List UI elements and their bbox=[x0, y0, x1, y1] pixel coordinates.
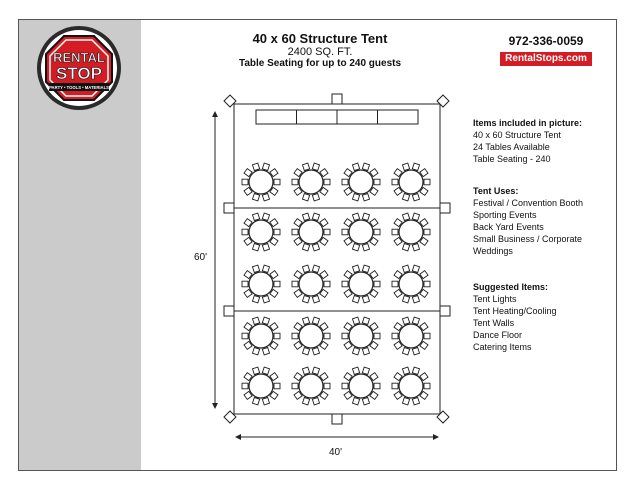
round-table bbox=[392, 317, 430, 355]
chair bbox=[424, 179, 430, 185]
chair bbox=[374, 383, 380, 389]
width-dimension-label: 40' bbox=[329, 447, 343, 458]
chair bbox=[402, 193, 409, 200]
head-table-segment bbox=[297, 110, 338, 124]
chair bbox=[402, 347, 409, 354]
chair bbox=[292, 281, 298, 287]
chair bbox=[342, 281, 348, 287]
table-top bbox=[249, 220, 273, 244]
chair bbox=[312, 193, 319, 200]
side-pole bbox=[440, 203, 450, 213]
round-table bbox=[292, 367, 330, 405]
chair bbox=[412, 347, 419, 354]
chair bbox=[302, 163, 309, 170]
list-item: Weddings bbox=[473, 246, 513, 256]
round-table bbox=[342, 163, 380, 201]
chair bbox=[302, 397, 309, 404]
logo-text-stop: STOP bbox=[56, 64, 102, 83]
chair bbox=[302, 295, 309, 302]
chair bbox=[262, 265, 269, 272]
table-top bbox=[349, 170, 373, 194]
round-table bbox=[342, 213, 380, 251]
website-link[interactable]: RentalStops.com bbox=[500, 52, 592, 66]
table-top bbox=[399, 170, 423, 194]
chair bbox=[312, 243, 319, 250]
chair bbox=[292, 383, 298, 389]
table-top bbox=[299, 272, 323, 296]
table-top bbox=[299, 374, 323, 398]
chair bbox=[352, 295, 359, 302]
chair bbox=[352, 347, 359, 354]
list-item: Table Seating - 240 bbox=[473, 154, 551, 164]
chair bbox=[242, 229, 248, 235]
chair bbox=[292, 229, 298, 235]
chair bbox=[342, 383, 348, 389]
round-table bbox=[292, 213, 330, 251]
head-table-segment bbox=[337, 110, 378, 124]
round-table bbox=[242, 317, 280, 355]
round-table bbox=[392, 213, 430, 251]
chair bbox=[392, 281, 398, 287]
table-top bbox=[349, 272, 373, 296]
chair bbox=[312, 295, 319, 302]
chair bbox=[352, 213, 359, 220]
chair bbox=[242, 333, 248, 339]
chair bbox=[352, 265, 359, 272]
page-title: 40 x 60 Structure Tent bbox=[252, 31, 388, 46]
section-heading: Suggested Items: bbox=[473, 282, 549, 292]
chair bbox=[392, 229, 398, 235]
chair bbox=[324, 383, 330, 389]
chair bbox=[352, 193, 359, 200]
tent-uses-section bbox=[473, 185, 583, 257]
chair bbox=[262, 295, 269, 302]
chair bbox=[374, 333, 380, 339]
included-items-section bbox=[473, 117, 582, 165]
table-top bbox=[249, 324, 273, 348]
chair bbox=[262, 163, 269, 170]
chair bbox=[392, 383, 398, 389]
chair bbox=[302, 243, 309, 250]
round-table bbox=[292, 265, 330, 303]
chair bbox=[262, 367, 269, 374]
list-item: Catering Items bbox=[473, 342, 532, 352]
table-top bbox=[249, 374, 273, 398]
chair bbox=[252, 347, 259, 354]
logo-tagline: PARTY • TOOLS • MATERIALS bbox=[49, 85, 109, 90]
chair bbox=[374, 179, 380, 185]
area-label: 2400 SQ. FT. bbox=[287, 46, 353, 58]
chair bbox=[324, 281, 330, 287]
list-item: Festival / Convention Booth bbox=[473, 198, 584, 208]
list-item: Small Business / Corporate bbox=[473, 234, 583, 244]
chair bbox=[402, 317, 409, 324]
list-item: Tent Lights bbox=[473, 294, 517, 304]
round-table bbox=[292, 163, 330, 201]
section-heading: Tent Uses: bbox=[473, 186, 519, 196]
corner-pole bbox=[437, 95, 449, 107]
chair bbox=[402, 295, 409, 302]
chair bbox=[412, 265, 419, 272]
chair bbox=[262, 347, 269, 354]
round-table bbox=[242, 213, 280, 251]
head-table-segment bbox=[256, 110, 297, 124]
chair bbox=[412, 163, 419, 170]
chair bbox=[302, 193, 309, 200]
chair bbox=[412, 193, 419, 200]
corner-pole bbox=[437, 411, 449, 423]
chair bbox=[424, 281, 430, 287]
chair bbox=[274, 281, 280, 287]
chair bbox=[312, 367, 319, 374]
chair bbox=[292, 179, 298, 185]
chair bbox=[324, 229, 330, 235]
chair bbox=[412, 397, 419, 404]
chair bbox=[252, 367, 259, 374]
chair bbox=[402, 243, 409, 250]
chair bbox=[402, 163, 409, 170]
chair bbox=[352, 397, 359, 404]
round-table bbox=[342, 317, 380, 355]
list-item: Back Yard Events bbox=[473, 222, 544, 232]
side-pole bbox=[332, 94, 342, 104]
chair bbox=[302, 213, 309, 220]
round-table bbox=[392, 265, 430, 303]
chair bbox=[374, 229, 380, 235]
chair bbox=[252, 317, 259, 324]
list-item: Sporting Events bbox=[473, 210, 537, 220]
chair bbox=[312, 213, 319, 220]
round-table bbox=[342, 265, 380, 303]
chair bbox=[292, 333, 298, 339]
table-top bbox=[399, 220, 423, 244]
chair bbox=[262, 193, 269, 200]
table-top bbox=[299, 324, 323, 348]
chair bbox=[362, 213, 369, 220]
chair bbox=[324, 333, 330, 339]
list-item: Tent Walls bbox=[473, 318, 515, 328]
chair bbox=[352, 163, 359, 170]
chair bbox=[362, 295, 369, 302]
chair bbox=[342, 229, 348, 235]
chair bbox=[252, 295, 259, 302]
side-pole bbox=[224, 306, 234, 316]
chair bbox=[402, 265, 409, 272]
list-item: Dance Floor bbox=[473, 330, 523, 340]
chair bbox=[252, 397, 259, 404]
chair bbox=[252, 193, 259, 200]
chair bbox=[424, 383, 430, 389]
chair bbox=[424, 229, 430, 235]
table-top bbox=[399, 374, 423, 398]
side-pole bbox=[332, 414, 342, 424]
chair bbox=[252, 243, 259, 250]
chair bbox=[312, 317, 319, 324]
list-item: 24 Tables Available bbox=[473, 142, 550, 152]
chair bbox=[342, 179, 348, 185]
chair bbox=[274, 179, 280, 185]
chair bbox=[262, 243, 269, 250]
chair bbox=[324, 179, 330, 185]
seating-label: Table Seating for up to 240 guests bbox=[238, 58, 402, 69]
chair bbox=[352, 243, 359, 250]
round-table bbox=[392, 163, 430, 201]
chair bbox=[252, 163, 259, 170]
chair bbox=[412, 213, 419, 220]
chair bbox=[362, 193, 369, 200]
chair bbox=[242, 383, 248, 389]
chair bbox=[312, 163, 319, 170]
chair bbox=[392, 333, 398, 339]
chair bbox=[412, 295, 419, 302]
chair bbox=[302, 347, 309, 354]
chair bbox=[412, 367, 419, 374]
height-dimension-label: 60' bbox=[194, 252, 208, 263]
table-top bbox=[299, 220, 323, 244]
table-top bbox=[399, 324, 423, 348]
chair bbox=[302, 367, 309, 374]
chair bbox=[302, 317, 309, 324]
chair bbox=[312, 347, 319, 354]
chair bbox=[252, 265, 259, 272]
chair bbox=[362, 265, 369, 272]
chair bbox=[352, 317, 359, 324]
chair bbox=[342, 333, 348, 339]
round-table bbox=[242, 265, 280, 303]
section-heading: Items included in picture: bbox=[473, 118, 583, 128]
round-table bbox=[342, 367, 380, 405]
table-top bbox=[399, 272, 423, 296]
table-top bbox=[249, 170, 273, 194]
chair bbox=[374, 281, 380, 287]
chair bbox=[412, 317, 419, 324]
table-top bbox=[349, 324, 373, 348]
chair bbox=[352, 367, 359, 374]
side-pole bbox=[224, 203, 234, 213]
round-table bbox=[392, 367, 430, 405]
chair bbox=[402, 397, 409, 404]
chair bbox=[262, 317, 269, 324]
list-item: Tent Heating/Cooling bbox=[473, 306, 557, 316]
chair bbox=[402, 367, 409, 374]
chair bbox=[392, 179, 398, 185]
chair bbox=[302, 265, 309, 272]
round-table bbox=[242, 163, 280, 201]
chair bbox=[362, 163, 369, 170]
chair bbox=[252, 213, 259, 220]
round-table bbox=[242, 367, 280, 405]
chair bbox=[242, 179, 248, 185]
phone-number: 972-336-0059 bbox=[508, 34, 584, 48]
suggested-items-section bbox=[473, 281, 557, 353]
table-top bbox=[349, 220, 373, 244]
chair bbox=[402, 213, 409, 220]
chair bbox=[424, 333, 430, 339]
side-pole bbox=[440, 306, 450, 316]
chair bbox=[362, 397, 369, 404]
head-table-segment bbox=[378, 110, 419, 124]
chair bbox=[262, 213, 269, 220]
chair bbox=[362, 367, 369, 374]
chair bbox=[362, 317, 369, 324]
list-item: 40 x 60 Structure Tent bbox=[473, 130, 561, 140]
chair bbox=[274, 333, 280, 339]
logo-text-rental: RENTAL bbox=[53, 50, 105, 65]
chair bbox=[362, 347, 369, 354]
chair bbox=[362, 243, 369, 250]
chair bbox=[312, 397, 319, 404]
chair bbox=[412, 243, 419, 250]
table-top bbox=[249, 272, 273, 296]
round-table bbox=[292, 317, 330, 355]
chair bbox=[274, 383, 280, 389]
chair bbox=[242, 281, 248, 287]
chair bbox=[312, 265, 319, 272]
chair bbox=[262, 397, 269, 404]
table-top bbox=[299, 170, 323, 194]
table-top bbox=[349, 374, 373, 398]
chair bbox=[274, 229, 280, 235]
